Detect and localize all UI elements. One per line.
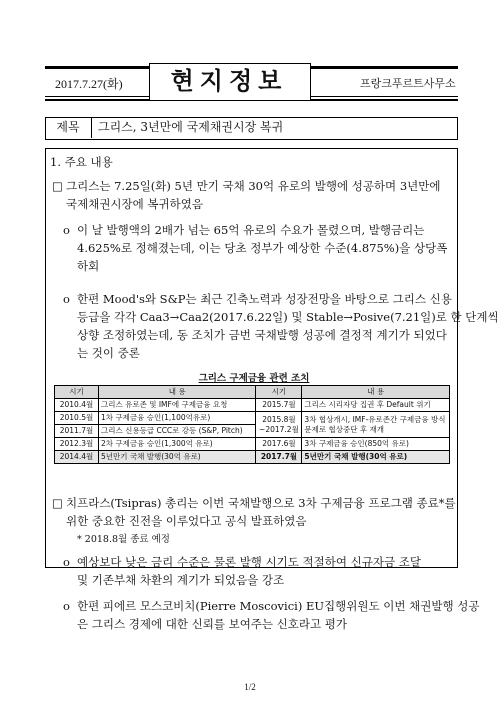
header-title: 현지정보: [170, 67, 288, 95]
col-header-period-2: 시기: [256, 386, 302, 399]
table-row: [55, 451, 450, 464]
table-cell: 5년만기 국채 발행(30억 유로): [98, 451, 255, 464]
p6-line-2: 은 그리스 경제에 대한 신뢰를 보여주는 신호라고 평가: [77, 617, 347, 631]
table-cell: 5년만기 국채 발행(30억 유로): [302, 451, 450, 464]
table-cell: 2014.4월: [55, 451, 99, 464]
p3-line-2: 등급을 각각 Caa3→Caa2(2017.6.22일) 및 Stable→Posive(7.21일)로 한 단계씩: [77, 310, 499, 324]
table-cell: 3차 구제금융 승인(850억 유로): [302, 438, 450, 451]
header-office: 프랑크푸르트사무소: [360, 77, 456, 90]
p4-marker: □: [52, 496, 63, 510]
table-title: 그리스 구제금융 관련 조치: [198, 373, 310, 384]
p4-line-2: 위한 중요한 진전을 이루었다고 공식 발표하였음: [66, 514, 307, 528]
table-row: [55, 399, 450, 412]
col-header-content-2: 내 용: [302, 386, 450, 399]
table-cell: 2010.4월: [55, 399, 99, 412]
table-cell: 2015.8월~2017.2월: [256, 412, 302, 438]
table-row: [55, 438, 450, 451]
table-cell: 3차 협상개시, IMF-유로존간 구제금융 방식 문제로 협상중단 후 재개: [302, 412, 450, 438]
p1-line-1: 그리스는 7.25일(화) 5년 만기 국채 30억 유로의 발행에 성공하며 3년만에: [66, 179, 441, 193]
p2-marker: o: [63, 223, 70, 237]
table-cell: 2015.7월: [256, 399, 302, 412]
table-cell: 2차 구제금융 승인(1,300억 유로): [98, 438, 255, 451]
p4-line-1: 치프라스(Tsipras) 총리는 이번 국채발행으로 3차 구제금융 프로그램 종료*를: [66, 496, 456, 510]
p2-line-2: 4.625%로 정해졌는데, 이는 당초 정부가 예상한 수준(4.875%)을 상당폭: [77, 241, 448, 255]
table-cell: 2010.5월: [55, 412, 99, 425]
table-cell: 그리스 유로존 및 IMF에 구제금융 요청: [98, 399, 255, 412]
p3-line-1: 한편 Mood's와 S&P는 최근 긴축노력과 성장전망을 바탕으로 그리스 신용: [77, 292, 452, 306]
col-header-content-1: 내 용: [98, 386, 255, 399]
table-cell: 그리스 신용등급 CCC로 강등 (S&P, Pitch): [98, 425, 255, 438]
p1-marker: □: [52, 179, 63, 193]
p5-line-1: 예상보다 낮은 금리 수준은 물론 발행 시기도 적절하여 신규자금 조달: [77, 555, 421, 569]
p1-line-2: 국제채권시장에 복귀하였음: [66, 197, 203, 211]
table-header-row: [55, 386, 450, 399]
p5-marker: o: [63, 555, 70, 569]
table-cell: 2017.6월: [256, 438, 302, 451]
table-row: [55, 412, 450, 425]
table-cell: 2017.7월: [256, 451, 302, 464]
p2-line-1: 이 날 발행액의 2배가 넘는 65억 유로의 수요가 몰렸으며, 발행금리는: [77, 223, 425, 237]
table-cell: 2011.7월: [55, 425, 99, 438]
table-cell: 그리스 시리자당 집권 후 Default 위기: [302, 399, 450, 412]
col-header-period-1: 시기: [55, 386, 99, 399]
header-date: 2017.7.27(화): [55, 77, 123, 91]
subject-label: 제목: [56, 120, 80, 134]
p5-line-2: 및 기존부채 차환의 계기가 되었음을 강조: [77, 573, 285, 587]
p3-line-3: 상향 조정하였는데, 동 조치가 금번 국채발행 성공에 결정적 계기가 되었다: [77, 328, 447, 342]
p2-line-3: 하회: [77, 259, 100, 273]
bailout-table: [54, 385, 450, 464]
p6-line-1: 한편 피에르 모스코비치(Pierre Moscovici) EU집행위원도 이번 채권발행 성공: [77, 599, 480, 613]
table-cell: 2012.3월: [55, 438, 99, 451]
page-number: 1/2: [244, 682, 256, 692]
subject-text: 그리스, 3년만에 국제채권시장 복귀: [98, 120, 284, 134]
section-title: 1. 주요 내용: [50, 155, 113, 169]
p3-marker: o: [63, 292, 70, 306]
p6-marker: o: [63, 599, 70, 613]
table-cell: 1차 구제금융 승인(1,100억유로): [98, 412, 255, 425]
p4-note: * 2018.8월 종료 예정: [77, 534, 170, 545]
p3-line-4: 는 것이 중론: [77, 346, 140, 360]
